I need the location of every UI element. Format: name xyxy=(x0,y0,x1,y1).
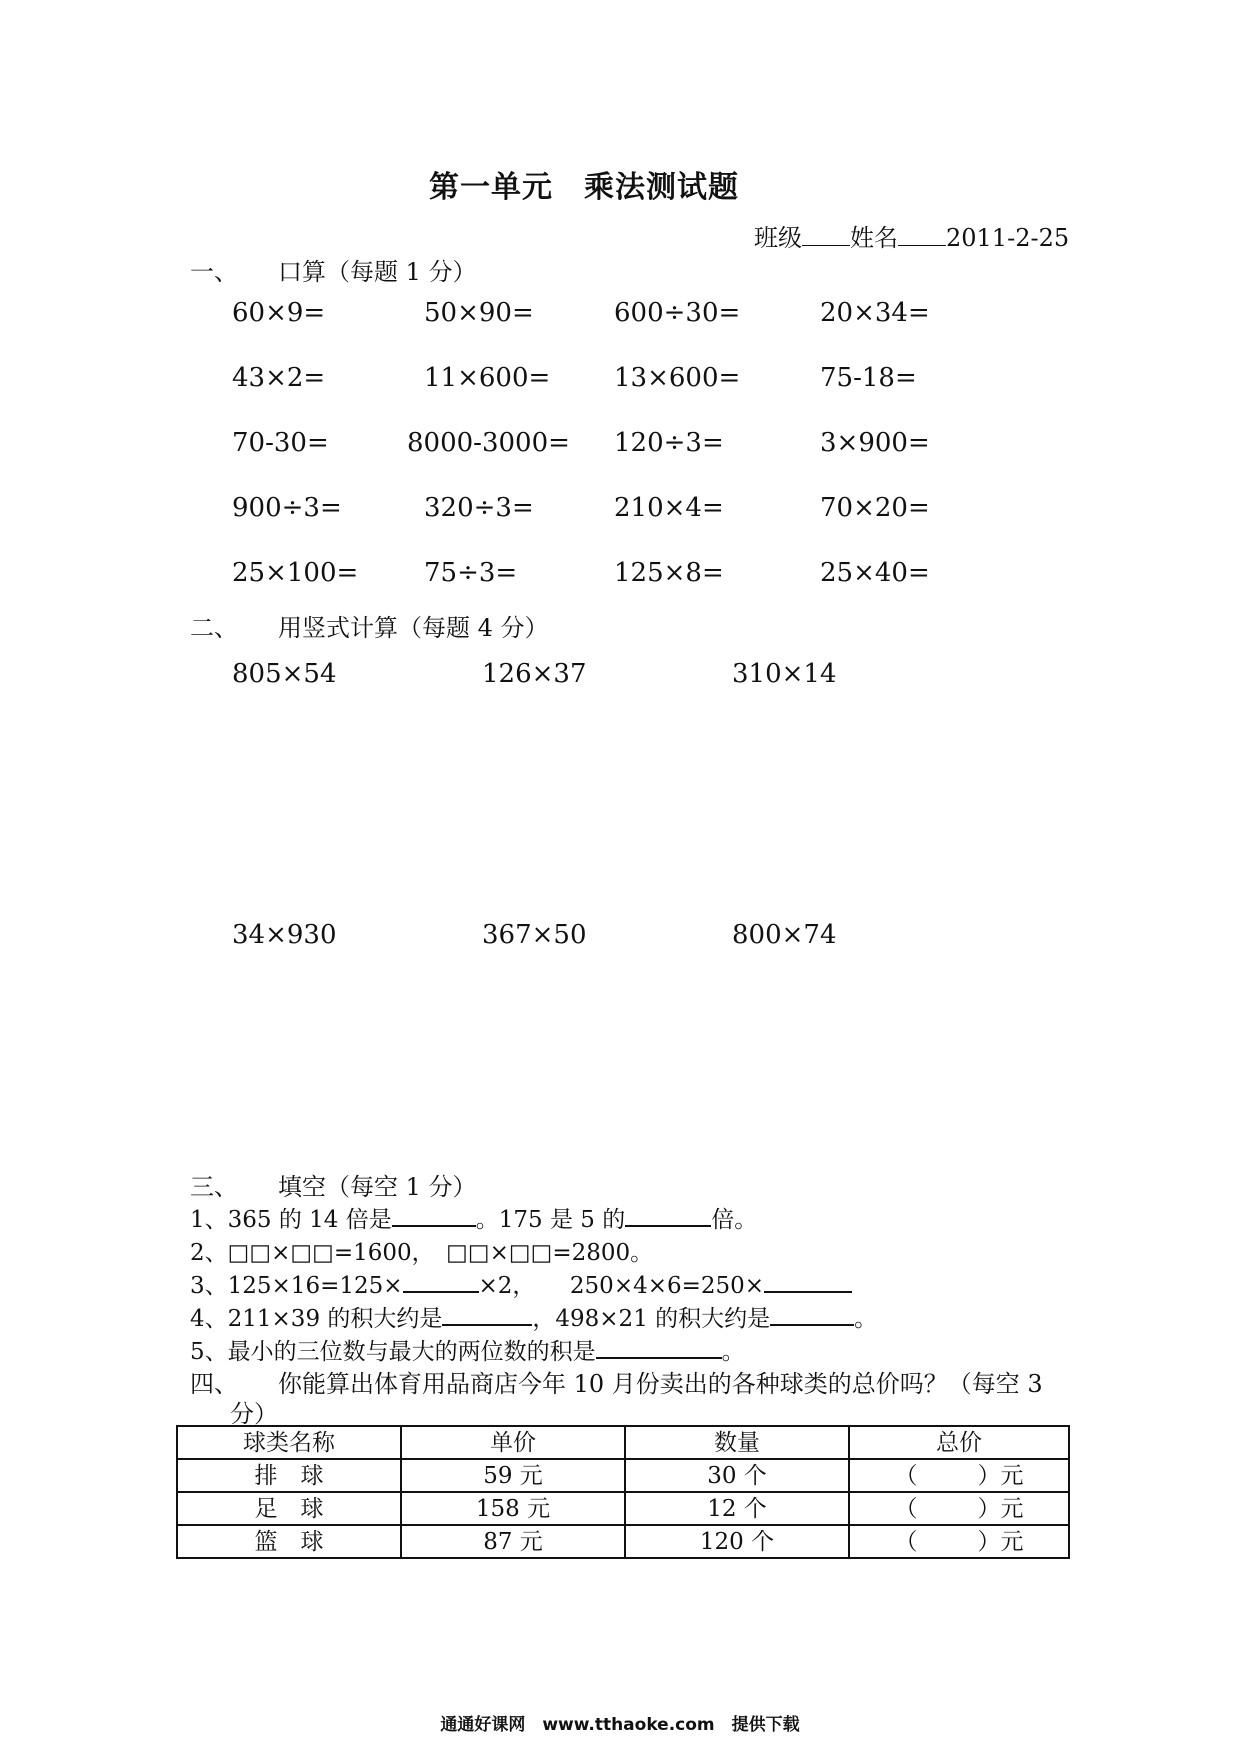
problem: 320÷3= xyxy=(424,493,534,523)
name-blank xyxy=(898,225,946,246)
answer-blank[interactable] xyxy=(625,1203,711,1227)
answer-blank[interactable] xyxy=(403,1269,479,1293)
answer-blank[interactable] xyxy=(596,1335,722,1359)
section-3-heading xyxy=(190,1167,477,1202)
section-4-heading-cont: 分） xyxy=(230,1400,278,1428)
name-label: 姓名 xyxy=(850,224,898,252)
problem: 50×90= xyxy=(424,298,534,328)
problem: 210×4= xyxy=(614,493,724,523)
date: 2011-2-25 xyxy=(946,224,1070,252)
problem: 13×600= xyxy=(614,363,741,393)
quantity: 120 个 xyxy=(625,1525,849,1558)
problem: 60×9= xyxy=(232,298,326,328)
problem: 125×8= xyxy=(614,558,724,588)
unit-price: 158 元 xyxy=(401,1492,625,1525)
section-2-heading xyxy=(190,608,549,643)
answer-blank[interactable] xyxy=(770,1302,854,1326)
problem: 600÷30= xyxy=(614,298,741,328)
student-info-header xyxy=(754,218,1069,253)
problem: 20×34= xyxy=(820,298,930,328)
fill-question-5: 5、最小的三位数与最大的两位数的积是 。 xyxy=(190,1333,745,1366)
problem: 120÷3= xyxy=(614,428,724,458)
vertical-problem: 800×74 xyxy=(732,920,837,950)
problem: 3×900= xyxy=(820,428,930,458)
table-row xyxy=(177,1525,1069,1558)
section-label: 用竖式计算（每题 4 分） xyxy=(278,614,549,642)
vertical-problem: 310×14 xyxy=(732,659,837,689)
problem: 75÷3= xyxy=(424,558,518,588)
footer: 通通好课网 www.tthaoke.com 提供下载 xyxy=(440,1715,800,1735)
vertical-problem: 126×37 xyxy=(482,659,587,689)
table-header-row xyxy=(177,1426,1069,1459)
total-cell[interactable]: （ ）元 xyxy=(849,1492,1069,1525)
vertical-problem: 805×54 xyxy=(232,659,337,689)
unit-price: 59 元 xyxy=(401,1459,625,1492)
section-label: 口算（每题 1 分） xyxy=(278,258,477,286)
ball-name: 排 球 xyxy=(177,1459,401,1492)
problem: 8000-3000= xyxy=(407,428,570,458)
class-label: 班级 xyxy=(754,224,802,252)
vertical-problem: 34×930 xyxy=(232,920,337,950)
section-number: 二、 xyxy=(190,614,238,642)
fill-question-4: 4、211×39 的积大约是 ，498×21 的积大约是 。 xyxy=(190,1300,877,1333)
table-row xyxy=(177,1492,1069,1525)
section-1-heading xyxy=(190,252,477,287)
problem: 70-30= xyxy=(232,428,329,458)
fill-question-3: 3、125×16=125× ×2， 250×4×6=250× xyxy=(190,1267,852,1300)
fill-question-1: 1、365 的 14 倍是 。175 是 5 的 倍。 xyxy=(190,1201,757,1234)
problem: 25×100= xyxy=(232,558,359,588)
class-blank xyxy=(802,225,850,246)
total-cell[interactable]: （ ）元 xyxy=(849,1459,1069,1492)
problem: 75-18= xyxy=(820,363,917,393)
section-label: 填空（每空 1 分） xyxy=(278,1173,477,1201)
problem: 43×2= xyxy=(232,363,326,393)
section-number: 四、 xyxy=(190,1370,238,1398)
section-label: 你能算出体育用品商店今年 10 月份卖出的各种球类的总价吗？（每空 3 xyxy=(278,1370,1043,1398)
ball-name: 篮 球 xyxy=(177,1525,401,1558)
problem: 25×40= xyxy=(820,558,930,588)
ball-name: 足 球 xyxy=(177,1492,401,1525)
unit-price: 87 元 xyxy=(401,1525,625,1558)
header-cell: 数量 xyxy=(625,1426,849,1459)
fill-question-2: 2、□□×□□=1600， □□×□□=2800。 xyxy=(190,1240,654,1266)
section-4-heading xyxy=(190,1364,1043,1399)
price-table xyxy=(176,1425,1070,1559)
total-cell[interactable]: （ ）元 xyxy=(849,1525,1069,1558)
answer-blank[interactable] xyxy=(392,1203,476,1227)
vertical-problem: 367×50 xyxy=(482,920,587,950)
answer-blank[interactable] xyxy=(442,1302,532,1326)
section-number: 一、 xyxy=(190,258,238,286)
header-cell: 球类名称 xyxy=(177,1426,401,1459)
answer-blank[interactable] xyxy=(764,1269,852,1293)
quantity: 12 个 xyxy=(625,1492,849,1525)
header-cell: 总价 xyxy=(849,1426,1069,1459)
header-cell: 单价 xyxy=(401,1426,625,1459)
problem: 900÷3= xyxy=(232,493,342,523)
page-title: 第一单元 乘法测试题 xyxy=(429,170,739,205)
problem: 11×600= xyxy=(424,363,551,393)
problem: 70×20= xyxy=(820,493,930,523)
table-row xyxy=(177,1459,1069,1492)
quantity: 30 个 xyxy=(625,1459,849,1492)
section-number: 三、 xyxy=(190,1173,238,1201)
